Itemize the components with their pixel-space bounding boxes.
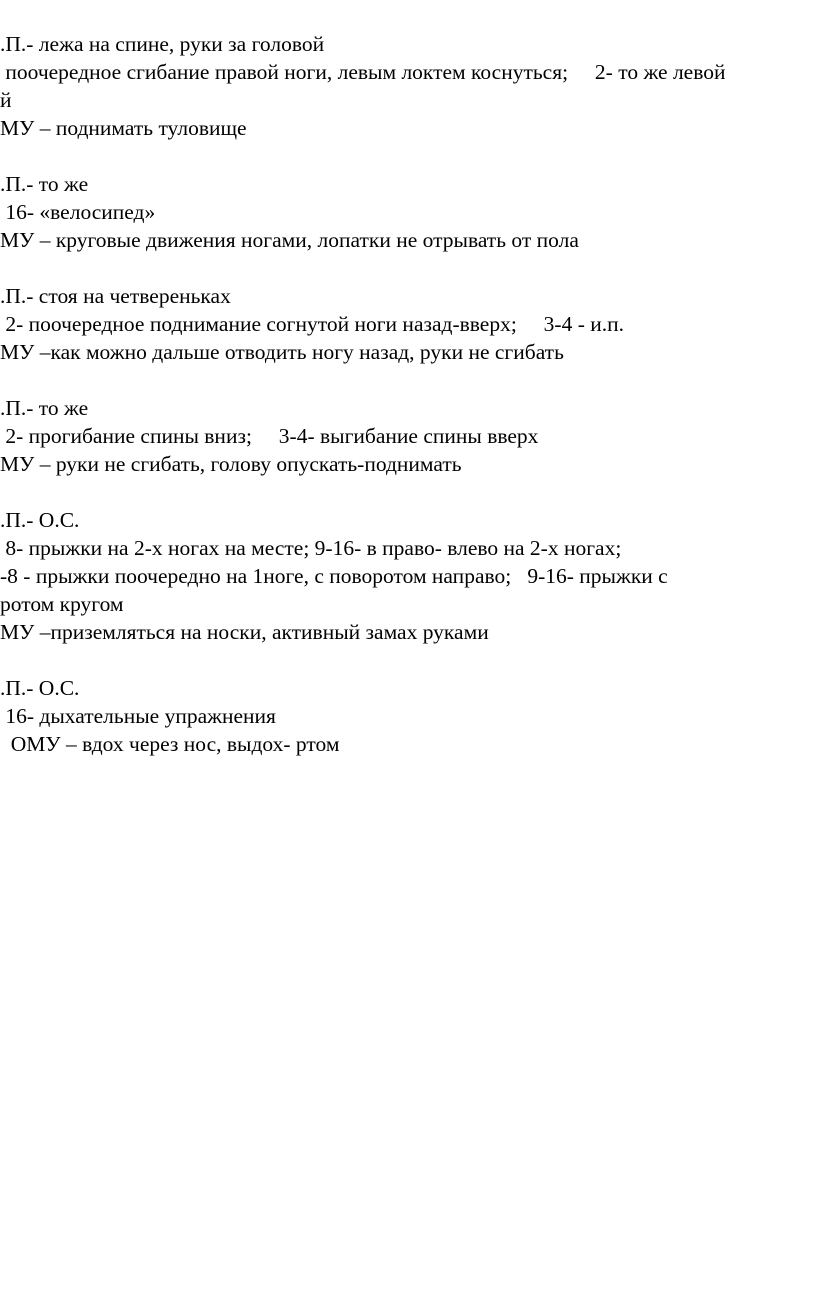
text-line: .П.- О.С. xyxy=(0,508,80,532)
text-line: .П.- то же xyxy=(0,396,89,420)
text-line: -8 - прыжки поочередно на 1ноге, с поворотом направо; 9-16- прыжки с xyxy=(0,564,668,588)
text-line: .П.- то же xyxy=(0,172,89,196)
text-line: 8- прыжки на 2-х ногах на месте; 9-16- в право- влево на 2-х ногах; xyxy=(0,536,622,560)
text-line: .П.- стоя на четвереньках xyxy=(0,284,231,308)
text-line: .П.- О.С. xyxy=(0,676,80,700)
text-line: ротом кругом xyxy=(0,592,124,616)
text-line: МУ – поднимать туловище xyxy=(0,116,247,140)
text-line: ОМУ – вдох через нос, выдох- ртом xyxy=(0,732,340,756)
text-line: МУ – круговые движения ногами, лопатки не отрывать от пола xyxy=(0,228,579,252)
text-line: 16- дыхательные упражнения xyxy=(0,704,276,728)
text-line: МУ –приземляться на носки, активный замах руками xyxy=(0,620,489,644)
text-line: 16- «велосипед» xyxy=(0,200,156,224)
text-line: 2- поочередное поднимание согнутой ноги назад-вверх; 3-4 - и.п. xyxy=(0,312,625,336)
text-line: .П.- лежа на спине, руки за головой xyxy=(0,32,325,56)
text-line: 2- прогибание спины вниз; 3-4- выгибание спины вверх xyxy=(0,424,539,448)
text-line: поочередное сгибание правой ноги, левым локтем коснуться; 2- то же левой xyxy=(0,60,726,84)
text-line: МУ –как можно дальше отводить ногу назад, руки не сгибать xyxy=(0,340,564,364)
text-line: МУ – руки не сгибать, голову опускать-поднимать xyxy=(0,452,462,476)
text-line: й xyxy=(0,88,12,112)
